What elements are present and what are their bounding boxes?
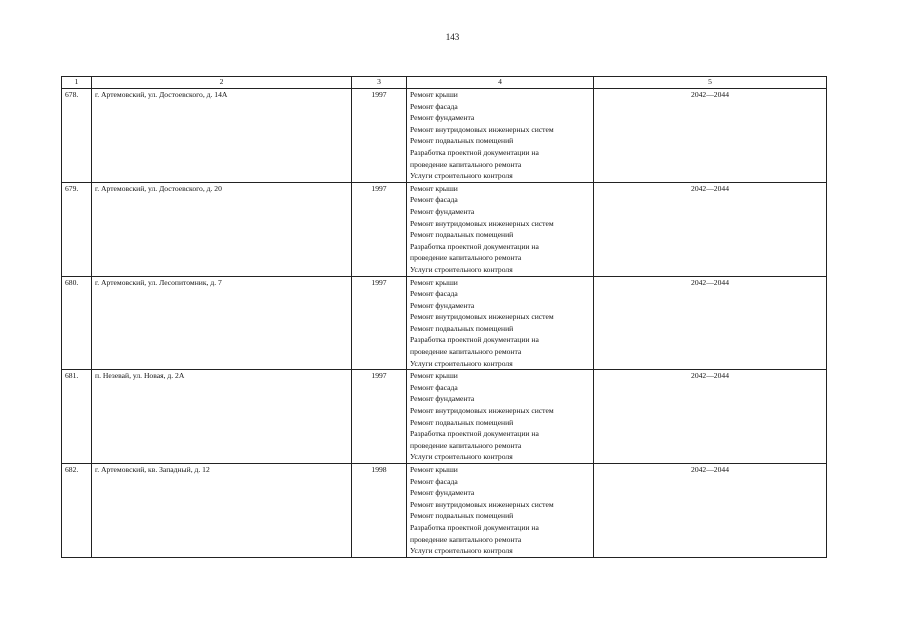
row-period: 2042—2044 [594, 89, 827, 183]
table-row [62, 276, 827, 370]
work-item: Разработка проектной документации на [410, 522, 539, 532]
header-col-3: 3 [352, 77, 407, 89]
header-col-4: 4 [407, 77, 594, 89]
work-item: Разработка проектной документации на [410, 429, 539, 439]
row-period: 2042—2044 [594, 276, 827, 370]
row-period: 2042—2044 [594, 370, 827, 464]
row-period: 2042—2044 [594, 182, 827, 276]
row-address: г. Артемовский, ул. Лесопитомник, д. 7 [92, 276, 352, 370]
work-item: Услуги строительного контроля [410, 171, 513, 181]
work-item: Ремонт крыши [410, 183, 458, 193]
work-item: Ремонт крыши [410, 90, 458, 99]
row-number: 678. [62, 89, 92, 183]
work-item: Ремонт подвальных помещений [410, 230, 514, 240]
work-item: Ремонт фундамента [410, 394, 475, 404]
header-col-5: 5 [594, 77, 827, 89]
work-item: проведение капитального ремонта [410, 159, 522, 169]
row-number: 680. [62, 276, 92, 370]
work-item: проведение капитального ремонта [410, 347, 522, 357]
work-item: Ремонт внутридомовых инженерных систем [410, 499, 554, 509]
work-item: Ремонт внутридомовых инженерных систем [410, 312, 554, 322]
row-period: 2042—2044 [594, 464, 827, 558]
row-address: г. Артемовский, кв. Западный, д. 12 [92, 464, 352, 558]
repair-schedule-table [61, 76, 827, 558]
work-item: Ремонт крыши [410, 277, 458, 287]
row-works [407, 370, 594, 464]
work-item: Ремонт фундамента [410, 113, 475, 123]
work-item: Услуги строительного контроля [410, 264, 513, 274]
row-year: 1997 [352, 182, 407, 276]
work-item: Ремонт крыши [410, 465, 458, 474]
work-item: Услуги строительного контроля [410, 452, 513, 462]
work-item: Ремонт фундамента [410, 300, 475, 310]
work-item: Ремонт подвальных помещений [410, 417, 514, 427]
row-year: 1997 [352, 89, 407, 183]
table-body [62, 89, 827, 558]
table-row [62, 464, 827, 558]
work-item: Ремонт фасада [410, 382, 458, 392]
work-item: Ремонт фундамента [410, 488, 475, 498]
header-col-1: 1 [62, 77, 92, 89]
row-works [407, 276, 594, 370]
header-col-2: 2 [92, 77, 352, 89]
row-address: г. Артемовский, ул. Достоевского, д. 14А [92, 89, 352, 183]
table-row [62, 182, 827, 276]
work-item: Услуги строительного контроля [410, 358, 513, 368]
work-item: Ремонт подвальных помещений [410, 511, 514, 521]
row-year: 1997 [352, 276, 407, 370]
row-number: 682. [62, 464, 92, 558]
table-row [62, 370, 827, 464]
work-item: Ремонт фундамента [410, 206, 475, 216]
work-item: Разработка проектной документации на [410, 147, 539, 157]
row-year: 1997 [352, 370, 407, 464]
page-number: 143 [445, 32, 460, 42]
work-item: Разработка проектной документации на [410, 241, 539, 251]
header-row [62, 77, 827, 89]
work-item: проведение капитального ремонта [410, 440, 522, 450]
work-item: Ремонт крыши [410, 371, 458, 381]
row-number: 681. [62, 370, 92, 464]
work-item: Ремонт фасада [410, 101, 458, 111]
row-year: 1998 [352, 464, 407, 558]
table-row [62, 89, 827, 183]
work-item: Услуги строительного контроля [410, 546, 513, 556]
work-item: проведение капитального ремонта [410, 253, 522, 263]
work-item: Ремонт внутридомовых инженерных систем [410, 218, 554, 228]
row-address: п. Незевай, ул. Новая, д. 2А [92, 370, 352, 464]
work-item: Ремонт подвальных помещений [410, 136, 514, 146]
row-number: 679. [62, 182, 92, 276]
work-item: Ремонт фасада [410, 476, 458, 486]
work-item: Ремонт фасада [410, 289, 458, 299]
work-item: Разработка проектной документации на [410, 335, 539, 345]
work-item: Ремонт внутридомовых инженерных систем [410, 406, 554, 416]
row-works [407, 464, 594, 558]
work-item: Ремонт фасада [410, 195, 458, 205]
work-item: Ремонт подвальных помещений [410, 323, 514, 333]
row-works [407, 89, 594, 183]
row-address: г. Артемовский, ул. Достоевского, д. 20 [92, 182, 352, 276]
row-works [407, 182, 594, 276]
work-item: Ремонт внутридомовых инженерных систем [410, 124, 554, 134]
work-item: проведение капитального ремонта [410, 534, 522, 544]
